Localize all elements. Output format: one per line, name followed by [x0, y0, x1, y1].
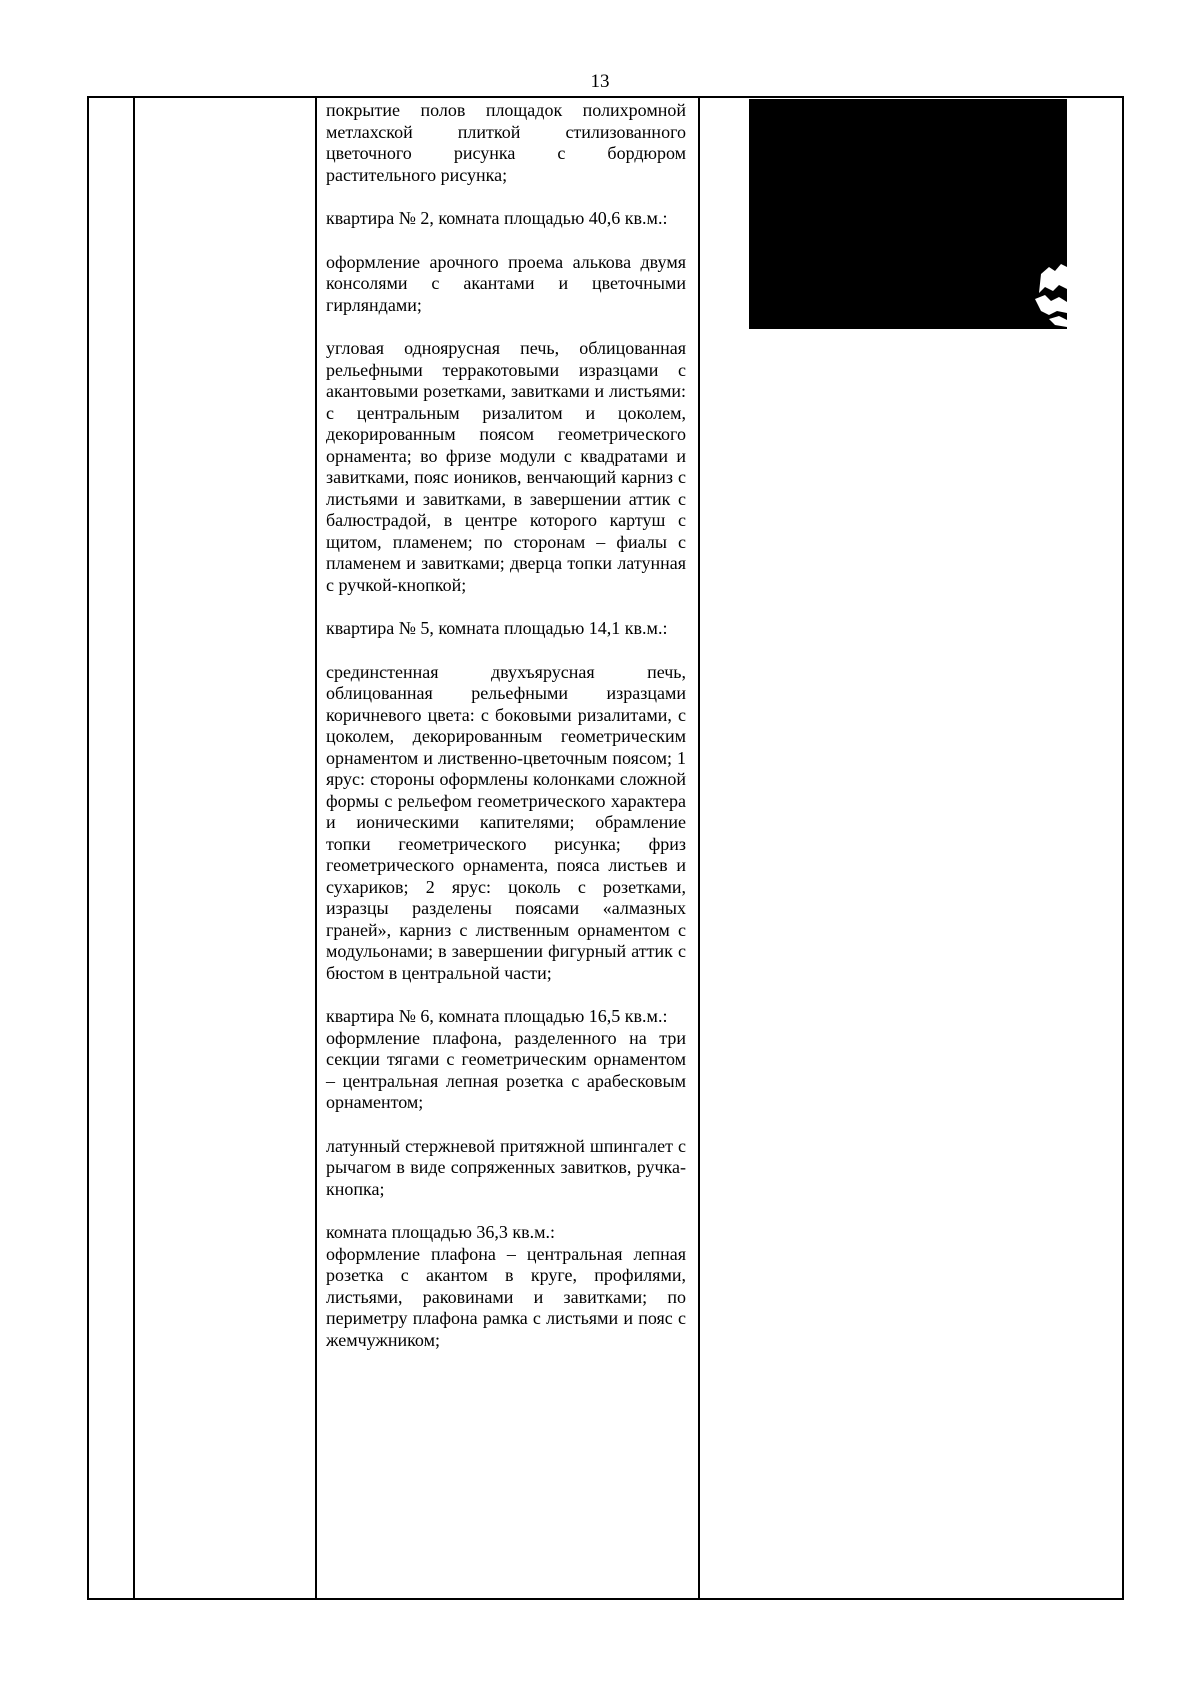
paragraph-floor-covering: покрытие полов площадок полихромной метлахской плиткой стилизованного цветочного рисунка с бордюром растительного рисунка;	[326, 100, 686, 185]
description-column	[326, 100, 686, 1373]
heading-room-36-3: комната площадью 36,3 кв.м.:	[326, 1222, 556, 1242]
page-number: 13	[590, 71, 610, 92]
photo	[749, 99, 1067, 329]
column-divider-3	[698, 96, 700, 1600]
column-divider-2	[315, 96, 317, 1600]
paragraph-ceiling-rosette: оформление плафона – центральная лепная розетка с акантом в круге, профилями, листьями, раковинами и завитками; по периметру плафона рамка с листьями и пояс с жемчужником;	[326, 1243, 686, 1350]
paragraph-corner-stove: угловая одноярусная печь, облицованная рельефными терракотовыми изразцами с акантовыми розетками, завитками и листьями: с центральным ризалитом и цоколем, декорированным поясом геометрического орнамента; во фризе модули с квадратами и завитками, пояс иоников, венчающий карниз с листьями и завитками, в завершении аттик с балюстрадой, в центре которого картуш с щитом, пламенем; по сторонам – фиалы с пламенем и завитками; дверца топки латунная с ручкой-кнопкой;	[326, 338, 686, 595]
column-divider-1	[133, 96, 135, 1600]
paragraph-ceiling-three-sections: оформление плафона, разделенного на три секции тягами с геометрическим орнаментом – центральная лепная розетка с арабесковым орнаментом;	[326, 1027, 686, 1112]
heading-apartment-5-room: квартира № 5, комната площадью 14,1 кв.м.:	[326, 618, 668, 638]
paragraph-brass-latch: латунный стержневой притяжной шпингалет с рычагом в виде сопряженных завитков, ручка-кнопка;	[326, 1135, 686, 1199]
heading-apartment-2-room: квартира № 2, комната площадью 40,6 кв.м.:	[326, 208, 668, 228]
paragraph-alcove-arch: оформление арочного проема алькова двумя консолями с акантами и цветочными гирляндами;	[326, 251, 686, 315]
heading-apartment-6-room: квартира № 6, комната площадью 16,5 кв.м.:	[326, 1006, 668, 1026]
paragraph-two-tier-stove: срединстенная двухъярусная печь, облицованная рельефными изразцами коричневого цвета: с боковыми ризалитами, с цоколем, декорированным геометрическим орнаментом и лиственно-цветочным поясом; 1 ярус: стороны оформлены колонками сложной формы с рельефом геометрического характера и ионическими капителями; обрамление топки геометрического рисунка; фриз геометрического орнамента, пояса листьев и сухариков; 2 ярус: цоколь с розетками, изразцы разделены поясами «алмазных граней», карниз с лиственным орнаментом с модульонами; в завершении фигурный аттик с бюстом в центральной части;	[326, 661, 686, 983]
